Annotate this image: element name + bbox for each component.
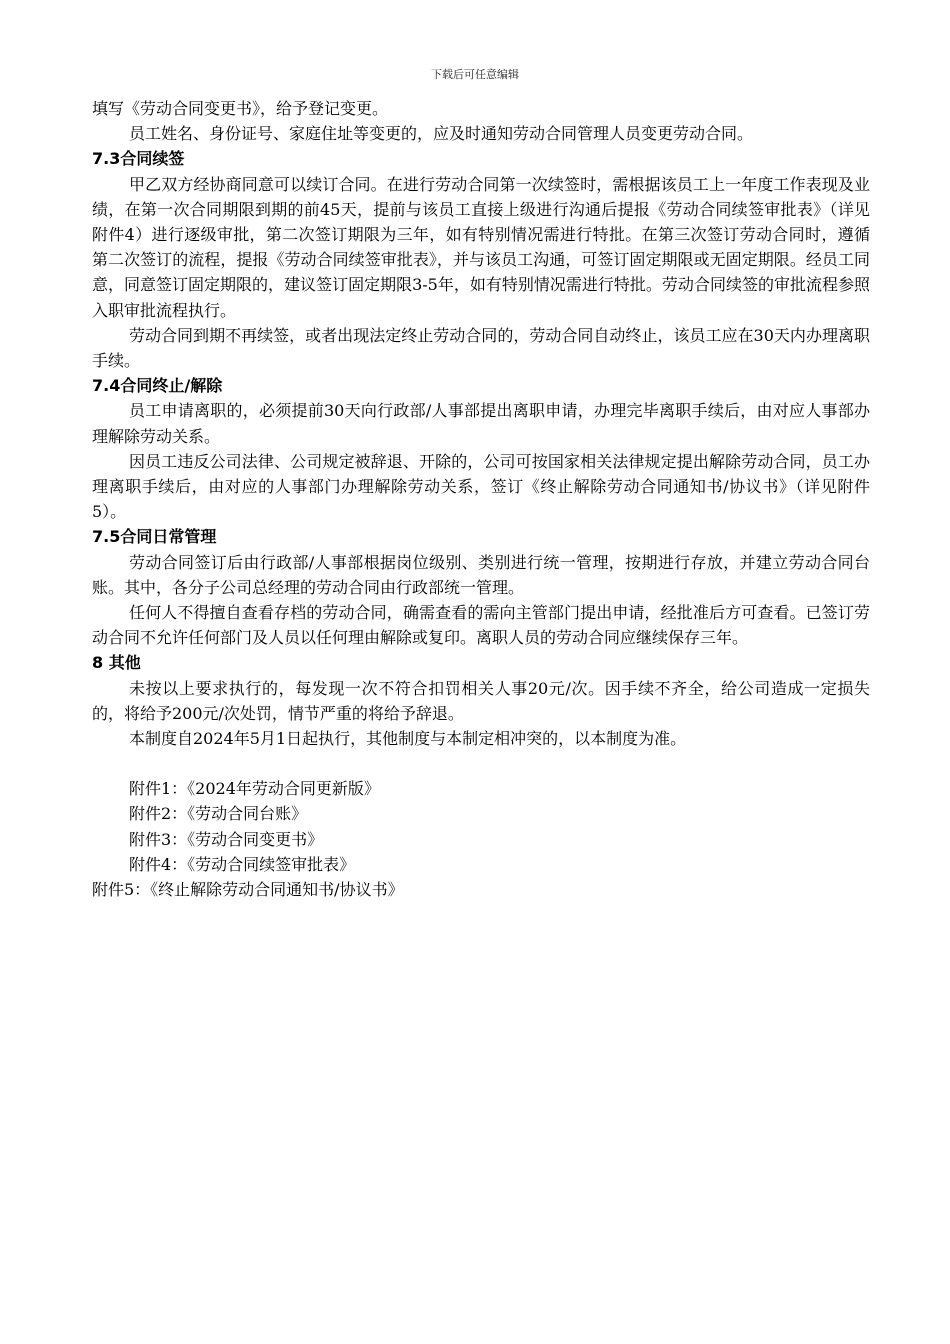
section-heading: 7.4合同终止/解除 <box>92 376 223 396</box>
attachment-item: 附件1：《2024年劳动合同更新版》 <box>129 779 380 799</box>
attachment-item: 附件3：《劳动合同变更书》 <box>129 829 324 849</box>
paragraph: 未按以上要求执行的，每发现一次不符合扣罚相关人事20元/次。因手续不齐全，给公司造成一定损失的，将给予200元/次处罚，情节严重的将给予辞退。 <box>92 678 870 723</box>
paragraph: 劳动合同到期不再续签，或者出现法定终止劳动合同的，劳动合同自动终止，该员工应在30天内办理离职手续。 <box>92 325 870 371</box>
attachment-item: 附件4：《劳动合同续签审批表》 <box>129 854 356 874</box>
paragraph: 因员工违反公司法律、公司规定被辞退、开除的，公司可按国家相关法律规定提出解除劳动合同，员工办理离职手续后，由对应的人事部门办理解除劳动关系，签订《终止解除劳动合同通知书/协议书》（详见附件5）。 <box>92 451 870 522</box>
attachment-item: 附件5：《终止解除劳动合同通知书/协议书》 <box>92 880 404 900</box>
spacer <box>92 751 870 776</box>
section-heading: 7.3合同续签 <box>92 149 185 169</box>
section-heading: 8 其他 <box>92 653 141 673</box>
paragraph: 员工姓名、身份证号、家庭住址等变更的，应及时通知劳动合同管理人员变更劳动合同。 <box>129 124 754 144</box>
paragraph: 员工申请离职的，必须提前30天向行政部/人事部提出离职申请，办理完毕离职手续后，由对应人事部办理解除劳动关系。 <box>92 401 870 446</box>
paragraph: 甲乙双方经协商同意可以续订合同。在进行劳动合同第一次续签时，需根据该员工上一年度工作表现及业绩，在第一次合同期限到期的前45天，提前与该员工直接上级进行沟通后提报《劳动合同续签审批表》（详见附件4）进行逐级审批，第二次签订期限为三年，如有特别情况需进行特批。在第三次签订劳动合同时，遵循第二次签订的流程，提报《劳动合同续签审批表》，并与该员工沟通，可签订固定期限或无固定期限。经员工同意，同意签订固定期限的，建议签订固定期限3-5年，如有特别情况需进行特批。劳动合同续签的审批流程参照入职审批流程执行。 <box>92 174 870 320</box>
paragraph: 本制度自2024年5月1日起执行，其他制度与本制定相冲突的，以本制度为准。 <box>129 729 687 749</box>
attachment-item: 附件2：《劳动合同台账》 <box>129 804 308 824</box>
attachment-list <box>92 776 870 902</box>
paragraph: 任何人不得擅自查看存档的劳动合同，确需查看的需向主管部门提出申请，经批准后方可查看。已签订劳动合同不允许任何部门及人员以任何理由解除或复印。离职人员的劳动合同应继续保存三年。 <box>92 603 870 648</box>
document-body <box>92 96 870 902</box>
section-heading: 7.5合同日常管理 <box>92 527 217 547</box>
paragraph: 填写《劳动合同变更书》，给予登记变更。 <box>92 99 389 118</box>
page-header: 下载后可任意编辑 <box>431 68 519 81</box>
paragraph: 劳动合同签订后由行政部/人事部根据岗位级别、类别进行统一管理，按期进行存放，并建立劳动合同台账。其中，各分子公司总经理的劳动合同由行政部统一管理。 <box>92 552 870 597</box>
